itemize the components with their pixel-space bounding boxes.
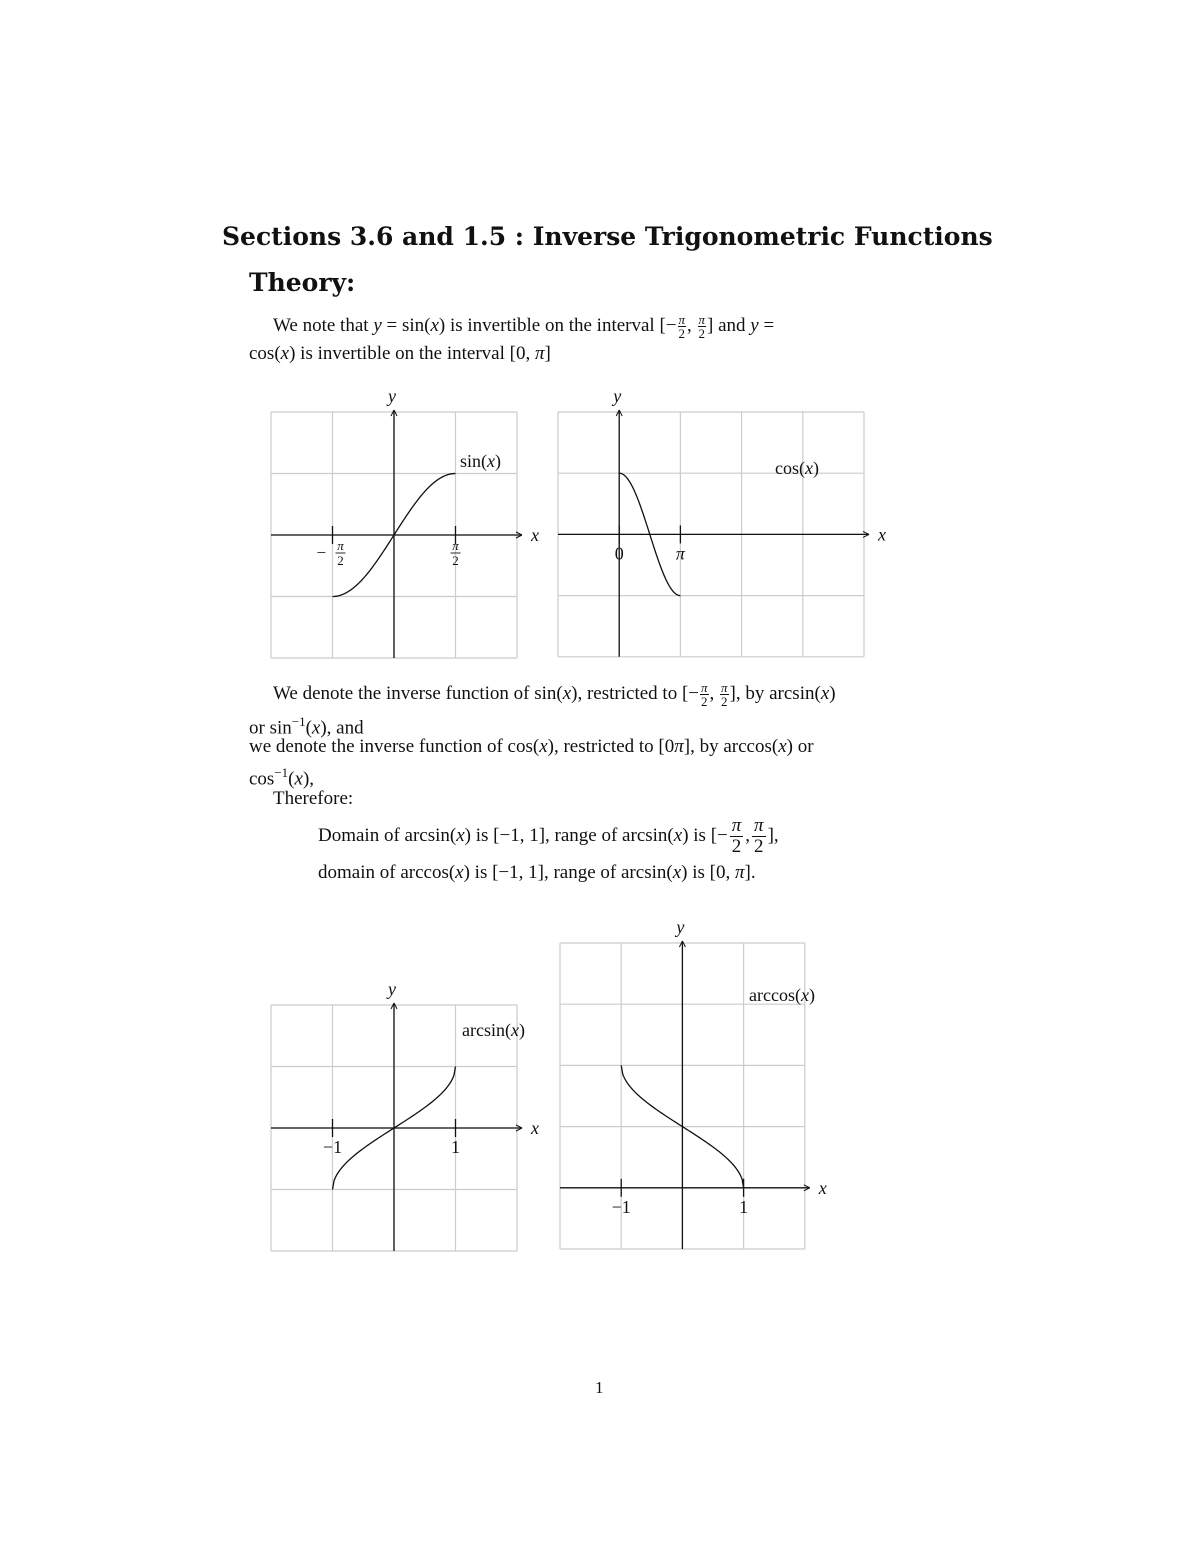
- denote-text: ], by arccos(: [683, 736, 779, 757]
- fraction: $\frac{\pi}{2}$: [731, 815, 742, 857]
- math-var: π: [534, 343, 545, 364]
- fraction: $\frac{\pi}{2}$: [721, 680, 728, 710]
- result-text: Domain of arcsin(: [318, 824, 457, 846]
- intro-text: ) is invertible on the interval [0,: [289, 343, 535, 364]
- y-axis-label: y: [613, 386, 622, 406]
- result-text: ) is [−1, 1], range of arcsin(: [463, 862, 673, 883]
- intro-text: = sin(: [381, 315, 431, 336]
- math-var: x: [562, 683, 572, 704]
- denote-text: ], by arcsin(: [729, 683, 821, 704]
- math-var: x: [539, 736, 548, 757]
- math-var: x: [311, 717, 321, 739]
- result-line-1: [318, 816, 779, 857]
- fraction: $\frac{\pi}{2}$: [754, 815, 764, 857]
- denote-text: or sin: [249, 717, 292, 739]
- arcsin-graph: [250, 975, 550, 1260]
- intro-text: ,: [687, 315, 697, 336]
- math-var: x: [673, 824, 683, 846]
- y-axis-label: y: [676, 917, 685, 937]
- denote-line-3: [249, 734, 814, 760]
- math-var: x: [778, 736, 787, 757]
- result-text: ],: [767, 824, 779, 846]
- math-var: x: [280, 343, 290, 364]
- y-axis-label: y: [388, 979, 396, 999]
- result-text: domain of arccos(: [318, 862, 456, 883]
- x-tick-label: π: [452, 538, 459, 553]
- intro-text: We note that: [273, 315, 374, 336]
- x-tick-label: 1: [451, 1137, 460, 1157]
- intro-line-1: [273, 313, 774, 340]
- x-tick-label: −1: [322, 1137, 343, 1157]
- denote-text: cos: [249, 768, 275, 790]
- page-number: 1: [595, 1378, 604, 1397]
- fraction: $\frac{\pi}{2}$: [701, 680, 708, 710]
- denote-text: ),: [302, 768, 315, 790]
- math-var: π: [734, 862, 745, 883]
- math-var: x: [455, 862, 464, 883]
- y-axis-label: y: [388, 386, 396, 406]
- x-axis-label: x: [531, 525, 539, 545]
- series-label: sin(x): [460, 451, 501, 471]
- x-axis-label: x: [531, 1118, 539, 1138]
- math-var: π: [674, 736, 684, 757]
- denote-text: ): [829, 683, 836, 704]
- intro-text: ) is invertible on the interval [−: [438, 315, 677, 336]
- math-var: x: [820, 683, 830, 704]
- denote-text: ), restricted to [−: [571, 683, 699, 704]
- x-tick-label: 2: [337, 553, 344, 568]
- fraction: $\frac{\pi}{2}$: [698, 312, 706, 342]
- intro-line-2: [249, 341, 551, 367]
- result-line-2: [318, 860, 756, 886]
- intro-text: ] and: [707, 315, 751, 336]
- x-tick-label: π: [337, 538, 344, 553]
- denote-text: ), and: [320, 717, 364, 739]
- fraction: $\frac{\pi}{2}$: [678, 312, 686, 342]
- x-tick-label: 2: [452, 553, 459, 568]
- denote-text: ), restricted to [0: [547, 736, 675, 757]
- x-axis-label: x: [878, 524, 886, 545]
- x-tick-label: 1: [739, 1196, 749, 1217]
- result-text: ].: [744, 862, 756, 883]
- arccos-graph: [545, 915, 845, 1260]
- denote-text: we denote the inverse function of cos(: [249, 736, 540, 757]
- math-var: x: [672, 862, 682, 883]
- result-text: ) is [−: [682, 824, 728, 846]
- denote-text: We denote the inverse function of sin(: [273, 683, 563, 704]
- therefore-text: Therefore:: [273, 788, 354, 809]
- result-text: ,: [745, 824, 751, 846]
- math-var: y: [750, 315, 759, 336]
- math-var: x: [430, 315, 439, 336]
- superscript: −1: [274, 765, 289, 780]
- result-text: ) is [−1, 1], range of arcsin(: [464, 824, 674, 846]
- denote-text: (: [305, 717, 312, 739]
- sin-graph: [250, 385, 550, 670]
- series-label: arcsin(x): [462, 1020, 525, 1040]
- cos-graph: [545, 385, 890, 670]
- math-var: x: [456, 824, 465, 846]
- intro-text: =: [758, 315, 775, 336]
- denote-line-1: [273, 681, 836, 708]
- x-tick-label: 0: [614, 543, 624, 564]
- page-title: Sections 3.6 and 1.5 : Inverse Trigonometric Functions: [222, 222, 993, 251]
- denote-text: (: [288, 768, 295, 790]
- intro-text: ]: [544, 343, 551, 364]
- x-axis-label: x: [818, 1177, 827, 1198]
- math-var: y: [373, 315, 382, 336]
- series-label: arccos(x): [749, 985, 815, 1005]
- denote-text: ,: [709, 683, 720, 704]
- x-tick-label: −: [316, 543, 327, 562]
- intro-text: cos(: [249, 343, 281, 364]
- result-text: ) is [0,: [681, 862, 735, 883]
- x-tick-label: −1: [611, 1196, 631, 1217]
- math-var: x: [294, 768, 303, 790]
- section-heading: Theory:: [249, 268, 356, 297]
- series-label: cos(x): [775, 458, 819, 478]
- x-tick-label: π: [675, 543, 685, 564]
- denote-text: ) or: [786, 736, 814, 757]
- superscript: −1: [291, 714, 306, 729]
